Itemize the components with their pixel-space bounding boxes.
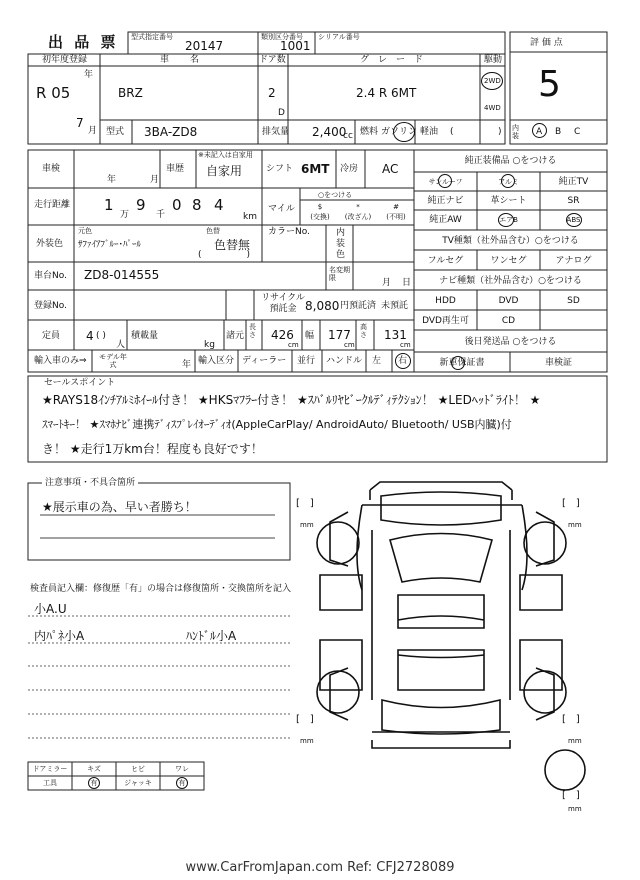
inspector-line-1: 小A.U — [34, 602, 67, 616]
kg-unit: kg — [204, 340, 215, 350]
model-type: 3BA-ZD8 — [144, 125, 198, 139]
form-title: 出 品 票 — [48, 33, 119, 51]
later-warranty: 新車保証書 — [439, 358, 485, 368]
car-diagram — [317, 482, 585, 790]
sales-line-3: き！ ★走行1万km台！程度も良好です！ — [42, 442, 263, 456]
mileage-digit-3: 0 — [172, 196, 182, 214]
mileage-km: km — [243, 212, 257, 222]
tire-rr-paren: [ ] — [562, 714, 580, 725]
nav-dvd-play: DVD再生可 — [422, 316, 469, 326]
equip-sunroof-circle — [438, 174, 452, 188]
acc-break: ワレ — [175, 765, 189, 773]
class-code-label: 類別区分番号 — [261, 33, 303, 41]
name-change-day: 日 — [402, 278, 412, 288]
tv-analog: アナログ — [555, 256, 592, 266]
acc-tools: 工具 — [43, 779, 57, 787]
reg-label: 登録No. — [34, 301, 67, 311]
mile-label: マイル — [268, 204, 295, 214]
equip-airbag: エアB — [499, 216, 518, 224]
tire-rl-paren: [ ] — [296, 714, 314, 725]
fuel-gasoline: ガソリン — [381, 127, 418, 137]
acc-crack: ヒビ — [131, 765, 145, 773]
inspection-month-unit: 月 — [150, 175, 160, 185]
year-unit: 年 — [84, 70, 94, 80]
width-cm: cm — [344, 341, 355, 349]
color-label: 外装色 — [36, 239, 64, 249]
interior-label: 内装 — [512, 124, 519, 140]
chassis-number: ZD8-014555 — [84, 268, 160, 282]
history: 自家用 — [206, 164, 243, 178]
ac-label: 冷房 — [340, 164, 359, 174]
car-name: BRZ — [118, 86, 143, 100]
later-warranty-circle — [451, 356, 465, 370]
recycle-none: 未預託 — [381, 301, 409, 311]
parallel: 並行 — [297, 356, 316, 366]
equip-airbag-circle — [498, 213, 514, 227]
mileage-digit-4: 8 — [192, 196, 202, 214]
tire-rr-mm: mm — [568, 737, 582, 745]
nav-dvd: DVD — [498, 296, 519, 306]
equip-tv: 純正TV — [558, 177, 589, 187]
recycle-label: リサイクル預託金 — [261, 293, 305, 314]
drive-2wd: 2WD — [484, 77, 501, 85]
mileage-digit-1: 1 — [104, 196, 114, 214]
drive-2wd-circle — [481, 72, 503, 90]
footer-ref: www.CarFromJapan.com Ref: CFJ2728089 — [185, 860, 455, 875]
persons-unit: 人 — [116, 340, 126, 350]
first-reg-month: 7 — [76, 116, 84, 130]
load-label: 積載量 — [131, 331, 159, 341]
tire-fl-paren: [ ] — [296, 498, 314, 509]
meter-swap: (交換) — [310, 213, 330, 221]
equip-navi: 純正ナビ — [427, 196, 464, 206]
mileage-digit-5: 4 — [214, 196, 224, 214]
grade-label: グ レ ー ド — [360, 55, 424, 65]
notes-text: ★展示車の為、早い者勝ち！ — [42, 500, 197, 514]
serial-label: シリアル番号 — [318, 33, 360, 41]
interior-b: B — [555, 127, 562, 137]
meter-unknown-sym: # — [393, 203, 399, 211]
equip-abs-circle — [566, 213, 582, 227]
height-label: 高さ — [360, 323, 367, 339]
meter-altered: (改ざん) — [344, 213, 372, 221]
sales-line-2: ｽﾏｰﾄｷｰ！ ★ｽﾏﾎﾅﾋﾞ連携ﾃﾞｨｽﾌﾟﾚｲｵｰﾃﾞｨｵ(AppleCarPlay/ AndroidAuto/ Bluetooth/ USB内臓)付 — [42, 418, 512, 431]
first-reg-year: R 05 — [36, 84, 71, 102]
class-code: 1001 — [280, 39, 311, 53]
import-type-label: 輸入区分 — [198, 356, 235, 366]
inspector-line-2a: 内ﾊﾟﾈ小A — [34, 629, 85, 643]
meter-check-note: ○をつける — [318, 191, 353, 199]
orig-color-label: 元色 — [78, 227, 92, 235]
interior-a: A — [536, 127, 543, 137]
shift-label: シフト — [266, 164, 294, 174]
capacity-note: ( ) — [96, 331, 106, 341]
sales-label: セールスポイント — [44, 378, 116, 388]
mileage-man: 万 — [120, 210, 130, 220]
sales-line-1: ★RAYS18ｲﾝﾁｱﾙﾐﾎｲｰﾙ付き！ ★HKSﾏﾌﾗｰ付き！ ★ｽﾊﾞﾙﾘﾔﾋﾞｰｸﾙﾃﾞｨﾃｸｼｮﾝ！ ★LEDﾍｯﾄﾞﾗｲﾄ！ ★ — [42, 393, 541, 407]
equip-abs: ABS — [566, 216, 581, 224]
length-cm: cm — [288, 341, 299, 349]
interior-color-label: 内装色 — [336, 228, 346, 260]
later-shaken: 車検証 — [544, 358, 572, 368]
color-name: ｻﾌｧｲｱﾌﾞﾙｰ･ﾊﾟｰﾙ — [78, 240, 142, 250]
color-change: 色替無 — [214, 238, 251, 252]
acc-jack: ジャッキ — [124, 779, 152, 787]
handle-label: ハンドル — [326, 356, 363, 366]
drive-4wd: 4WD — [484, 104, 501, 112]
color-no-label: カラーNo. — [268, 227, 310, 237]
dimensions-label: 諸元 — [226, 331, 245, 341]
acc-mirror: ドアミラー — [32, 765, 68, 773]
later-title: 後日発送品 ○をつける — [464, 337, 557, 347]
mileage-label: 走行距離 — [34, 200, 71, 210]
tire-spare-mm: mm — [568, 805, 582, 813]
acc-tools-circle — [88, 777, 100, 789]
height-cm: cm — [400, 341, 411, 349]
nav-sd: SD — [567, 296, 580, 306]
equip-leather: 革シート — [490, 196, 527, 206]
cc-unit: cc — [343, 131, 353, 141]
car-name-label: 車 名 — [160, 55, 206, 65]
score: 5 — [538, 64, 561, 105]
fuel-circle — [393, 122, 415, 142]
acc-tools-yes: 有 — [90, 779, 98, 787]
capacity-label: 定員 — [42, 331, 61, 341]
interior-a-circle — [532, 123, 547, 138]
chassis-label: 車台No. — [34, 271, 67, 281]
history-label: 車歴 — [166, 164, 185, 174]
fuel-light-oil: 軽油 — [420, 127, 439, 137]
score-label: 評 価 点 — [530, 38, 563, 48]
acc-jack-circle — [176, 777, 188, 789]
interior-c: C — [574, 127, 581, 137]
history-note: ※未記入は自家用 — [198, 151, 253, 159]
inspection-label: 車検 — [42, 164, 61, 174]
doors-label: ドア数 — [259, 55, 286, 65]
handle-right: 右 — [398, 356, 408, 366]
color-change-label: 色替 — [206, 227, 220, 235]
capacity: 4 — [86, 329, 94, 343]
shift: 6MT — [301, 162, 330, 176]
height: 131 — [384, 328, 407, 342]
import-label: 輸入車のみ⇒ — [34, 356, 87, 366]
handle-right-circle — [395, 353, 411, 369]
color-paren: ( ) — [198, 250, 251, 260]
recycle-done: 円預託済 — [340, 301, 377, 311]
meter-altered-sym: * — [356, 203, 360, 211]
tire-fl-mm: mm — [300, 521, 314, 529]
grade: 2.4 R 6MT — [356, 86, 417, 100]
ac: AC — [382, 162, 399, 176]
first-reg-label: 初年度登録 — [42, 55, 88, 65]
displacement-label: 排気量 — [262, 127, 290, 137]
nav-cd: CD — [501, 316, 516, 326]
model-code-label: 型式指定番号 — [131, 33, 173, 41]
fuel-paren-close: ) — [498, 127, 502, 137]
equip-sr: SR — [567, 196, 580, 206]
drive-label: 駆動 — [484, 55, 503, 65]
length-label: 長さ — [249, 323, 256, 339]
name-change-month: 月 — [382, 278, 392, 288]
recycle-amount: 8,080 — [305, 299, 340, 313]
nav-title: ナビ種類（社外品含む）○をつける — [439, 276, 582, 286]
tv-title: TV種類（社外品含む）○をつける — [442, 236, 579, 246]
equip-alloy: アルミ — [498, 178, 519, 186]
tire-fr-mm: mm — [568, 521, 582, 529]
tire-rl-mm: mm — [300, 737, 314, 745]
tv-oneseg: ワンセグ — [490, 256, 527, 266]
equip-alloy-circle — [501, 174, 515, 188]
model-code: 20147 — [185, 39, 224, 53]
width: 177 — [328, 328, 351, 342]
inspector-label: 検査員記入欄：修復歴「有」の場合は修復箇所・交換箇所を記入 — [30, 584, 292, 594]
tire-spare-paren: [ ] — [562, 790, 580, 801]
width-label: 幅 — [305, 331, 315, 341]
equip-sunroof: サンルーフ — [428, 178, 463, 186]
equip-title: 純正装備品 ○をつける — [464, 156, 557, 166]
door-suffix: D — [278, 108, 285, 118]
name-change-label: 名変期限 — [329, 266, 350, 282]
meter-swap-sym: $ — [317, 203, 323, 211]
dealer: ディーラー — [242, 356, 287, 366]
fuel-label: 燃料 — [360, 127, 379, 137]
fuel-paren-open: ( — [450, 127, 454, 137]
displacement: 2,400 — [312, 125, 347, 139]
meter-unknown: (不明) — [386, 213, 406, 221]
acc-scratch: キズ — [87, 765, 101, 773]
model-year-label: モデル年式 — [99, 353, 127, 369]
inspection-year-unit: 年 — [107, 175, 117, 185]
notes-label: 注意事項・不具合箇所 — [42, 478, 138, 489]
acc-jack-yes: 有 — [178, 779, 186, 787]
handle-left: 左 — [372, 356, 382, 366]
inspector-line-2b: ﾊﾝﾄﾞﾙ小A — [186, 629, 237, 643]
mileage-digit-2: 9 — [136, 196, 146, 214]
length: 426 — [271, 328, 294, 342]
equip-aw: 純正AW — [429, 215, 462, 225]
month-unit: 月 — [88, 126, 98, 136]
doors: 2 — [268, 86, 276, 100]
tire-fr-paren: [ ] — [562, 498, 580, 509]
mileage-sen: 千 — [156, 210, 166, 220]
tv-fullseg: フルセグ — [427, 256, 464, 266]
type-label: 型式 — [106, 127, 125, 137]
model-year-unit: 年 — [182, 360, 192, 370]
nav-hdd: HDD — [435, 296, 456, 306]
